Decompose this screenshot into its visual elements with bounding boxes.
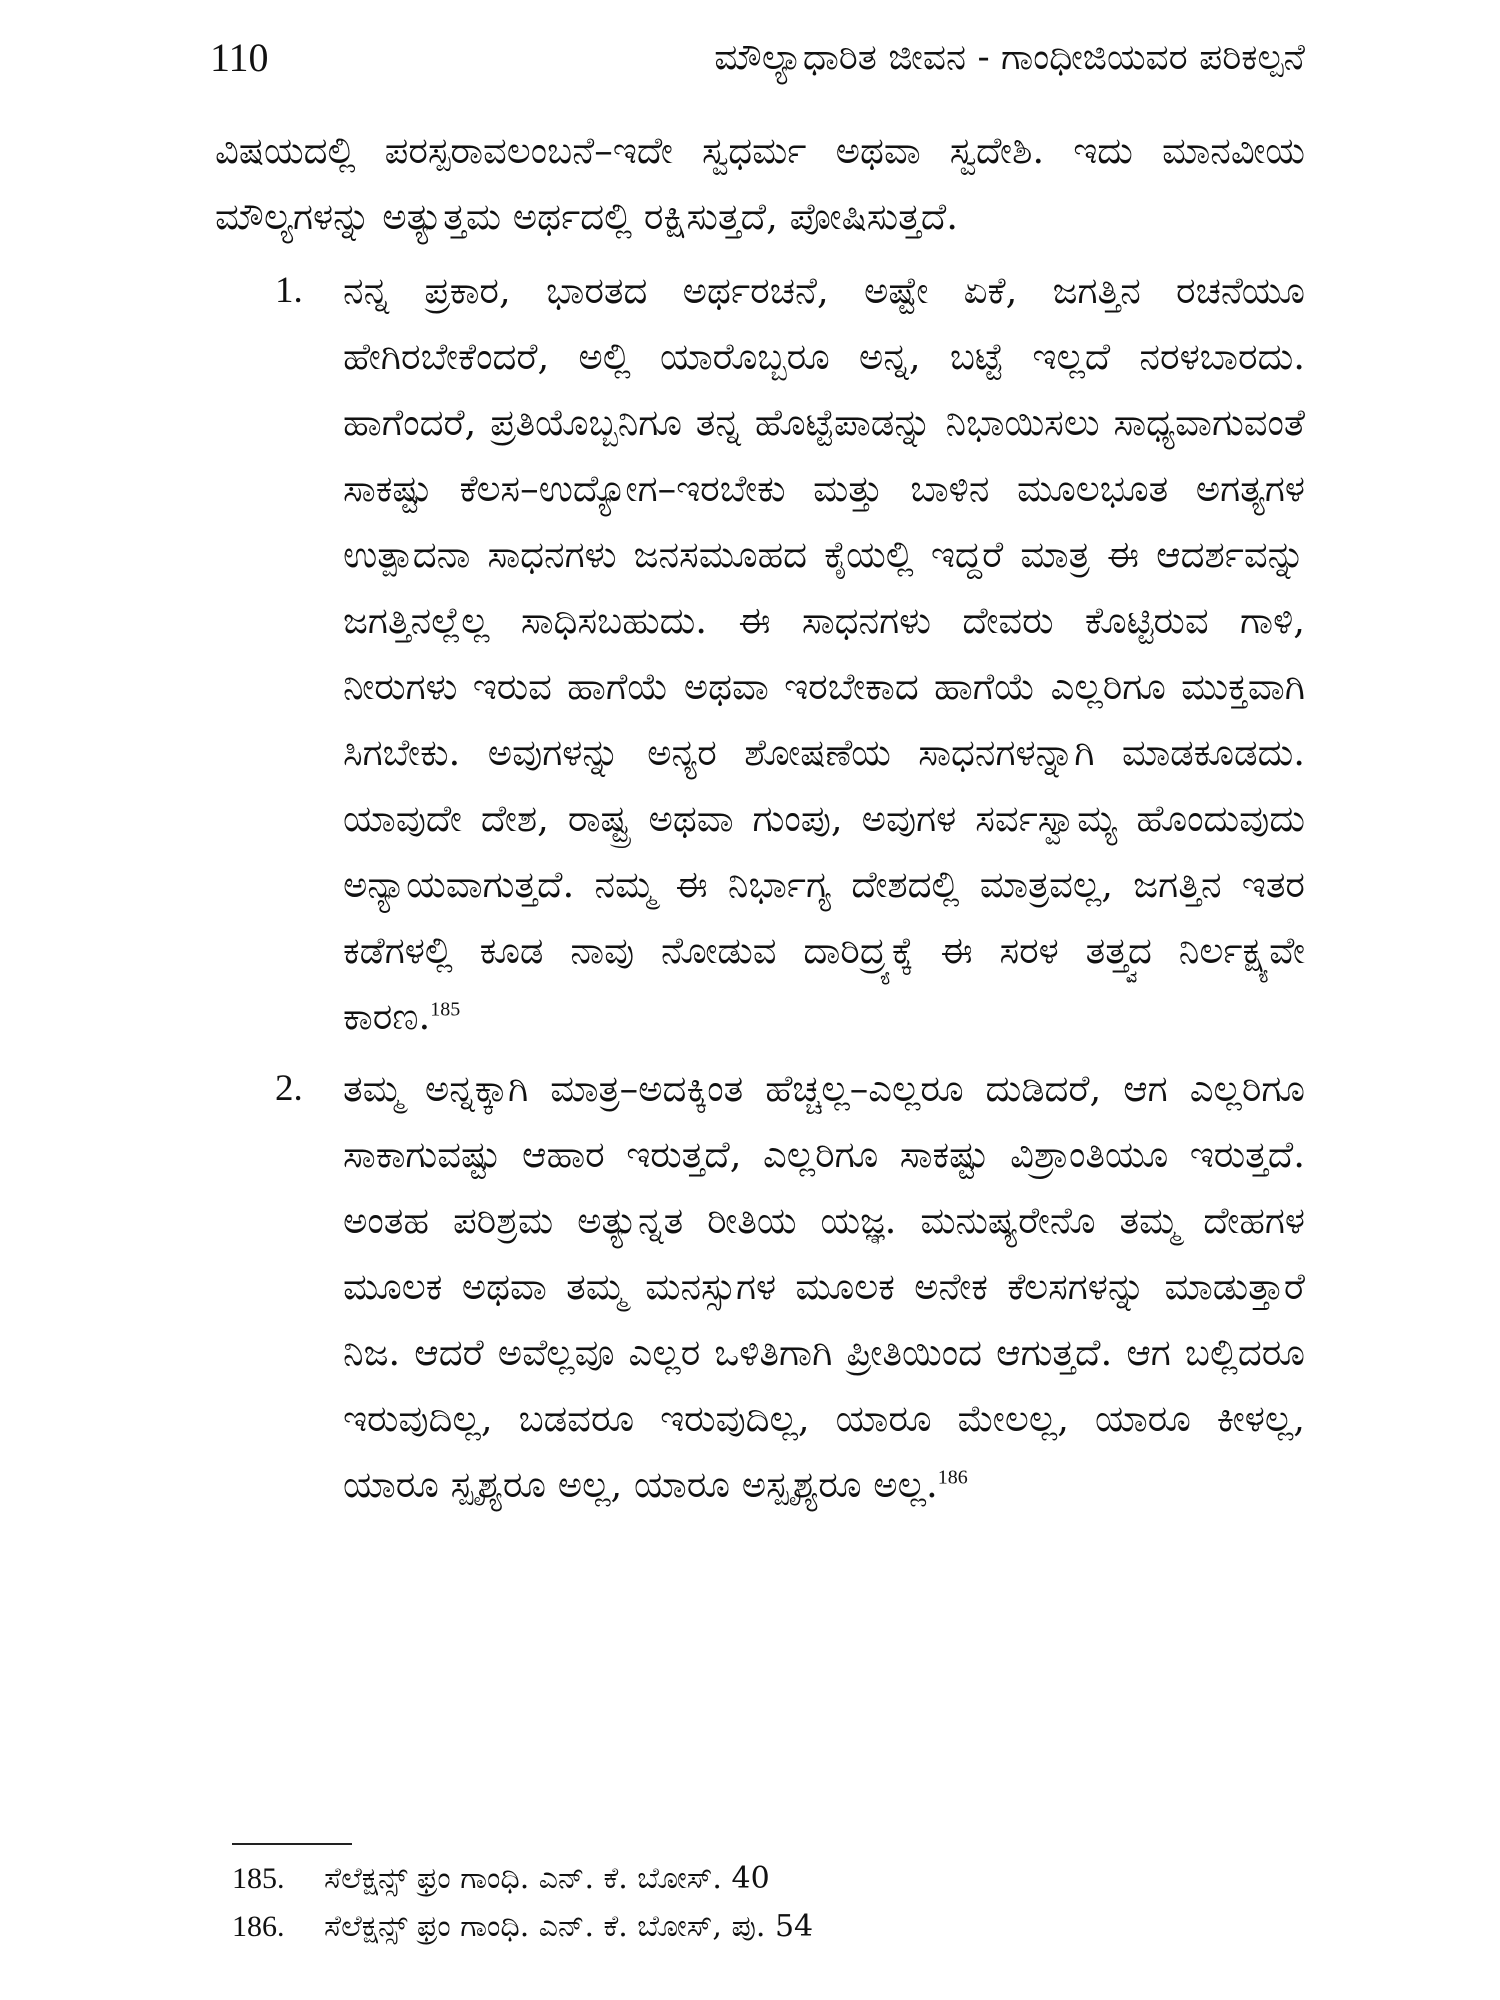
list-item-body: ತಮ್ಮ ಅನ್ನಕ್ಕಾಗಿ ಮಾತ್ರ–ಅದಕ್ಕಿಂತ ಹೆಚ್ಚಲ್ಲ–ಎಲ್ಲರೂ ದುಡಿದರೆ, ಆಗ ಎಲ್ಲರಿಗೂ ಸಾಕಾಗುವಷ್ಟು ಆಹಾರ ಇರುತ್ತದೆ, ಎಲ್ಲರಿಗೂ ಸಾಕಷ್ಟು ವಿಶ್ರಾಂತಿಯೂ ಇರುತ್ತದೆ. ಅಂತಹ ಪರಿಶ್ರಮ ಅತ್ಯುನ್ನತ ರೀತಿಯ ಯಜ್ಞ. ಮನುಷ್ಯರೇನೊ ತಮ್ಮ ದೇಹಗಳ ಮೂಲಕ ಅಥವಾ ತಮ್ಮ ಮನಸ್ಸುಗಳ ಮೂಲಕ ಅನೇಕ ಕೆಲಸಗಳನ್ನು ಮಾಡುತ್ತಾರೆ ನಿಜ. ಆದರೆ ಅವೆಲ್ಲವೂ ಎಲ್ಲರ ಒಳಿತಿಗಾಗಿ ಪ್ರೀತಿಯಿಂದ ಆಗುತ್ತದೆ. ಆಗ ಬಲ್ಲಿದರೂ ಇರುವುದಿಲ್ಲ, ಬಡವರೂ ಇರುವುದಿಲ್ಲ, ಯಾರೂ ಮೇಲಲ್ಲ, ಯಾರೂ ಕೀಳಲ್ಲ, ಯಾರೂ ಸ್ಪೃಶ್ಯರೂ ಅಲ್ಲ, ಯಾರೂ ಅಸ್ಪೃಶ್ಯರೂ ಅಲ್ಲ. bbox=[343, 1067, 1305, 1506]
intro-paragraph: ವಿಷಯದಲ್ಲಿ ಪರಸ್ಪರಾವಲಂಬನೆ–ಇದೇ ಸ್ವಧರ್ಮ ಅಥವಾ ಸ್ವದೇಶಿ. ಇದು ಮಾನವೀಯ ಮೌಲ್ಯಗಳನ್ನು ಅತ್ಯುತ್ತಮ ಅರ್ಥದಲ್ಲಿ ರಕ್ಷಿಸುತ್ತದೆ, ಪೋಷಿಸುತ್ತದೆ. bbox=[215, 129, 1305, 238]
footnote-number: 185. bbox=[232, 1862, 285, 1895]
footnote-text: ಸೆಲೆಕ್ಷನ್ಸ್ ಫ್ರಂ ಗಾಂಧಿ. ಎನ್. ಕೆ. ಬೋಸ್. 40 bbox=[324, 1861, 770, 1896]
list-item-number: 1. bbox=[275, 270, 303, 311]
footnote bbox=[232, 1855, 1302, 1903]
list-item-text bbox=[343, 258, 1305, 1050]
footnote-reference: 185 bbox=[430, 998, 461, 1021]
numbered-list bbox=[215, 258, 1305, 1518]
footnote-text: ಸೆಲೆಕ್ಷನ್ಸ್ ಫ್ರಂ ಗಾಂಧಿ. ಎನ್. ಕೆ. ಬೋಸ್, ಪು. 54 bbox=[324, 1909, 814, 1944]
page-header bbox=[210, 30, 1305, 90]
running-title: ಮೌಲ್ಯಾಧಾರಿತ ಜೀವನ - ಗಾಂಧೀಜಿಯವರ ಪರಿಕಲ್ಪನೆ bbox=[714, 37, 1305, 78]
footnotes bbox=[232, 1855, 1302, 1951]
page-number: 110 bbox=[210, 35, 269, 80]
list-item-text bbox=[343, 1056, 1305, 1518]
list-item-number: 2. bbox=[275, 1068, 303, 1109]
footnote-reference: 186 bbox=[937, 1466, 968, 1489]
footnote bbox=[232, 1903, 1302, 1951]
list-item-body: ನನ್ನ ಪ್ರಕಾರ, ಭಾರತದ ಅರ್ಥರಚನೆ, ಅಷ್ಟೇ ಏಕೆ, ಜಗತ್ತಿನ ರಚನೆಯೂ ಹೇಗಿರಬೇಕೆಂದರೆ, ಅಲ್ಲಿ ಯಾರೊಬ್ಬರೂ ಅನ್ನ, ಬಟ್ಟೆ ಇಲ್ಲದೆ ನರಳಬಾರದು. ಹಾಗೆಂದರೆ, ಪ್ರತಿಯೊಬ್ಬನಿಗೂ ತನ್ನ ಹೊಟ್ಟೆಪಾಡನ್ನು ನಿಭಾಯಿಸಲು ಸಾಧ್ಯವಾಗುವಂತೆ ಸಾಕಷ್ಟು ಕೆಲಸ–ಉದ್ಯೋಗ–ಇರಬೇಕು ಮತ್ತು ಬಾಳಿನ ಮೂಲಭೂತ ಅಗತ್ಯಗಳ ಉತ್ಪಾದನಾ ಸಾಧನಗಳು ಜನಸಮೂಹದ ಕೈಯಲ್ಲಿ ಇದ್ದರೆ ಮಾತ್ರ ಈ ಆದರ್ಶವನ್ನು ಜಗತ್ತಿನಲ್ಲೆಲ್ಲ ಸಾಧಿಸಬಹುದು. ಈ ಸಾಧನಗಳು ದೇವರು ಕೊಟ್ಟಿರುವ ಗಾಳಿ, ನೀರುಗಳು ಇರುವ ಹಾಗೆಯೆ ಅಥವಾ ಇರಬೇಕಾದ ಹಾಗೆಯೆ ಎಲ್ಲರಿಗೂ ಮುಕ್ತವಾಗಿ ಸಿಗಬೇಕು. ಅವುಗಳನ್ನು ಅನ್ಯರ ಶೋಷಣೆಯ ಸಾಧನಗಳನ್ನಾಗಿ ಮಾಡಕೂಡದು. ಯಾವುದೇ ದೇಶ, ರಾಷ್ಟ್ರ ಅಥವಾ ಗುಂಪು, ಅವುಗಳ ಸರ್ವಸ್ವಾಮ್ಯ ಹೊಂದುವುದು ಅನ್ಯಾಯವಾಗುತ್ತದೆ. ನಮ್ಮ ಈ ನಿರ್ಭಾಗ್ಯ ದೇಶದಲ್ಲಿ ಮಾತ್ರವಲ್ಲ, ಜಗತ್ತಿನ ಇತರ ಕಡೆಗಳಲ್ಲಿ ಕೂಡ ನಾವು ನೋಡುವ ದಾರಿದ್ರ್ಯಕ್ಕೆ ಈ ಸರಳ ತತ್ತ್ವದ ನಿರ್ಲಕ್ಷ್ಯವೇ ಕಾರಣ. bbox=[343, 269, 1305, 1038]
footnote-divider bbox=[232, 1843, 352, 1845]
list-item bbox=[215, 258, 1305, 1050]
footnote-number: 186. bbox=[232, 1910, 285, 1943]
list-item bbox=[215, 1056, 1305, 1518]
body-text bbox=[215, 118, 1305, 1524]
